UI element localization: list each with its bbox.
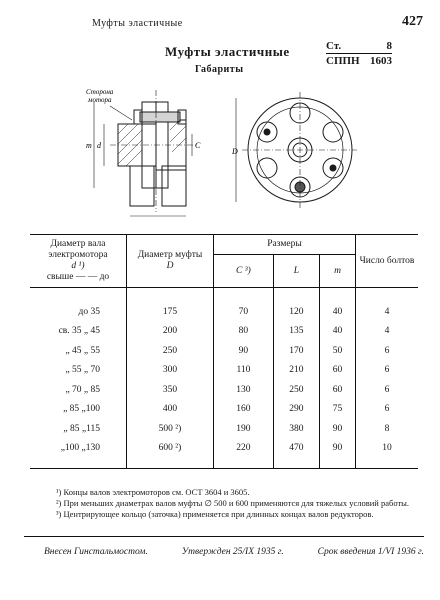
cell-n: 6 [356,361,419,381]
cell-D: 600 ²) [127,439,214,469]
cell-m: 40 [320,322,356,342]
cell-l: 170 [273,341,319,361]
coupling-front-view [232,90,357,215]
col-diam-vala-symbol: d ¹) [71,261,85,271]
footer-vnesen: Внесен Гинстальмостом. [44,547,148,557]
label-storona: Сторона [86,88,114,96]
cell-m: 75 [320,400,356,420]
cell-c: 80 [214,322,274,342]
cell-c: 130 [214,380,274,400]
table-row [30,361,418,381]
cell-n: 6 [356,380,419,400]
standard-st: Ст. [326,40,342,52]
footnote-2: ²) При меньших диаметрах валов муфты ∅ 500 и 600 применяются для тяжелых условий работы. [56,498,410,508]
cell-m: 50 [320,341,356,361]
footnotes [44,487,424,520]
cell-D: 200 [127,322,214,342]
cell-d: „ 55 „ 70 [65,365,100,376]
cell-D: 175 [127,288,214,322]
cell-l: 470 [273,439,319,469]
cell-c: 220 [214,439,274,469]
cell-d: „ 85 „100 [63,404,100,415]
page-title: Муфты эластичные [165,44,290,59]
cell-c: 190 [214,419,274,439]
cell-D: 500 ²) [127,419,214,439]
table-row [30,380,418,400]
cell-D: 350 [127,380,214,400]
cell-d: св. 35 „ 45 [58,326,100,337]
cell-c: 160 [214,400,274,420]
cell-n: 4 [356,322,419,342]
dimensions-table [30,234,418,469]
cell-n: 8 [356,419,419,439]
cell-c: 90 [214,341,274,361]
dim-d: d [97,141,101,150]
footnote-3: ³) Центрирующее кольцо (заточка) применяется при длинных концах валов редукторов. [56,509,374,519]
footer [44,547,424,557]
label-motora: мотора [88,96,112,104]
cell-m: 90 [320,419,356,439]
table-row [30,400,418,420]
cell-d: „ 70 „ 85 [65,384,100,395]
standard-org-num: 1603 [370,55,392,67]
cell-D: 400 [127,400,214,420]
cell-d: „ 45 „ 55 [65,345,100,356]
coupling-side-view [80,80,230,225]
cell-l: 380 [273,419,319,439]
table-row [30,322,418,342]
footer-utverzhden: Утвержден 25/IX 1935 г. [181,547,284,557]
standard-org: СППН [326,55,360,67]
table-row [30,439,418,469]
cell-m: 40 [320,288,356,322]
cell-c: 110 [214,361,274,381]
cell-D: 300 [127,361,214,381]
cell-l: 290 [273,400,319,420]
cell-d: „ 85 „115 [63,423,100,434]
table-body [30,288,418,469]
col-diam-mufty-symbol: D [166,261,174,271]
col-diam-vala-range: свыше — — до [46,272,110,282]
dim-c: C [195,141,201,150]
cell-m: 60 [320,380,356,400]
cell-l: 210 [273,361,319,381]
footer-srok: Срок введения 1/VI 1936 г. [317,547,424,557]
col-diam-mufty-label: Диаметр муфты [137,250,203,260]
table-row [30,288,418,322]
dim-D: D [232,147,238,156]
page-number: 427 [402,14,423,29]
cell-l: 120 [273,288,319,322]
col-c: C ³) [214,255,274,288]
cell-l: 250 [273,380,319,400]
cell-m: 90 [320,439,356,469]
table-row [30,419,418,439]
cell-n: 10 [356,439,419,469]
dim-m: m [86,141,92,150]
cell-m: 60 [320,361,356,381]
cell-D: 250 [127,341,214,361]
cell-d: до 35 [78,306,100,317]
col-diam-vala [30,235,127,288]
footer-divider [24,536,424,537]
page-subtitle: Габариты [195,64,244,75]
cell-n: 4 [356,288,419,322]
footnote-1: ¹) Концы валов электромоторов см. ОСТ 3604 и 3605. [56,487,250,497]
cell-n: 6 [356,341,419,361]
col-razmery: Размеры [214,235,356,255]
col-l: L [273,255,319,288]
cell-d: „100 „130 [30,439,127,469]
col-diam-mufty [127,235,214,288]
col-chislo-boltov: Число болтов [356,235,419,288]
cell-n: 6 [356,400,419,420]
col-m: m [320,255,356,288]
running-header: Муфты эластичные [92,18,183,29]
standard-number [326,40,392,67]
col-diam-vala-label: Диаметр вала электромотора [48,239,108,260]
cell-l: 135 [273,322,319,342]
table-row [30,341,418,361]
standard-st-num: 8 [386,40,392,52]
cell-c: 70 [214,288,274,322]
